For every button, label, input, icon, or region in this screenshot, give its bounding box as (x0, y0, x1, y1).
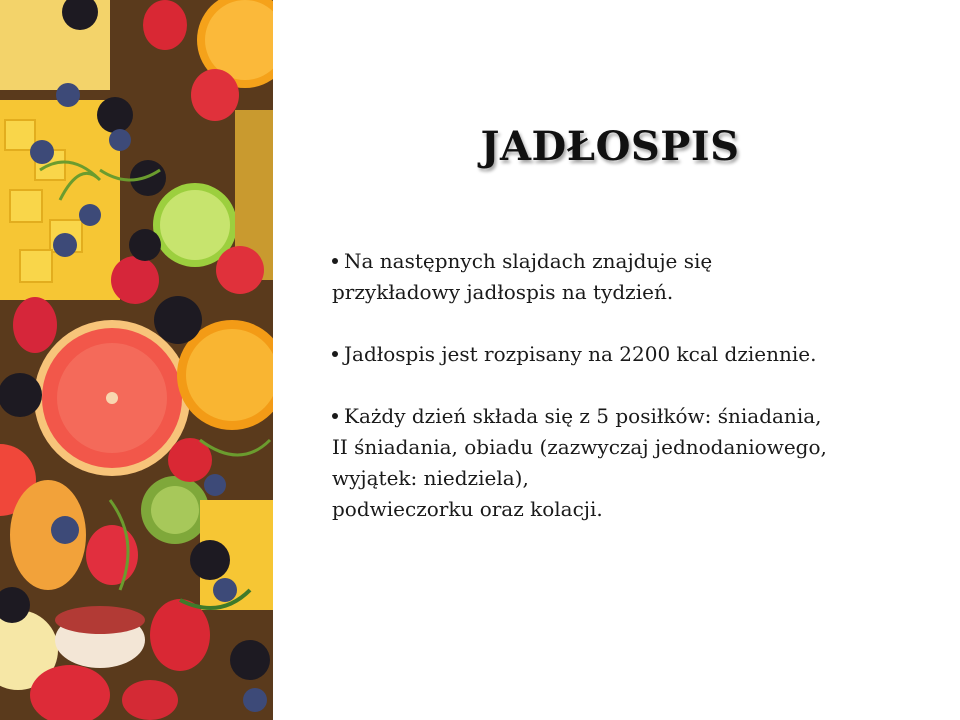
bullet-item (332, 339, 932, 370)
fruit-salad-image (0, 0, 273, 720)
fruit-collage-graphic (0, 0, 273, 720)
bullet-line: II śniadania, obiadu (zazwyczaj jednodaniowego, (332, 435, 827, 459)
bullet-line (332, 339, 932, 370)
bullet-text: Jadłospis jest rozpisany na 2200 kcal dziennie. (344, 342, 817, 366)
bullet-item (332, 401, 932, 525)
bullet-list (332, 246, 932, 556)
bullet-line (332, 401, 932, 432)
bullet-line: podwieczorku oraz kolacji. (332, 497, 603, 521)
bullet-text: Każdy dzień składa się z 5 posiłków: śniadania, (344, 404, 822, 428)
bullet-dot-icon (332, 258, 338, 264)
bullet-dot-icon (332, 413, 338, 419)
bullet-dot-icon (332, 351, 338, 357)
bullet-line: wyjątek: niedziela), (332, 466, 529, 490)
bullet-item (332, 246, 932, 308)
slide-title: JADŁOSPIS (480, 123, 740, 170)
bullet-text: Na następnych slajdach znajduje się (344, 249, 713, 273)
bullet-line: przykładowy jadłospis na tydzień. (332, 280, 674, 304)
bullet-line (332, 246, 932, 277)
